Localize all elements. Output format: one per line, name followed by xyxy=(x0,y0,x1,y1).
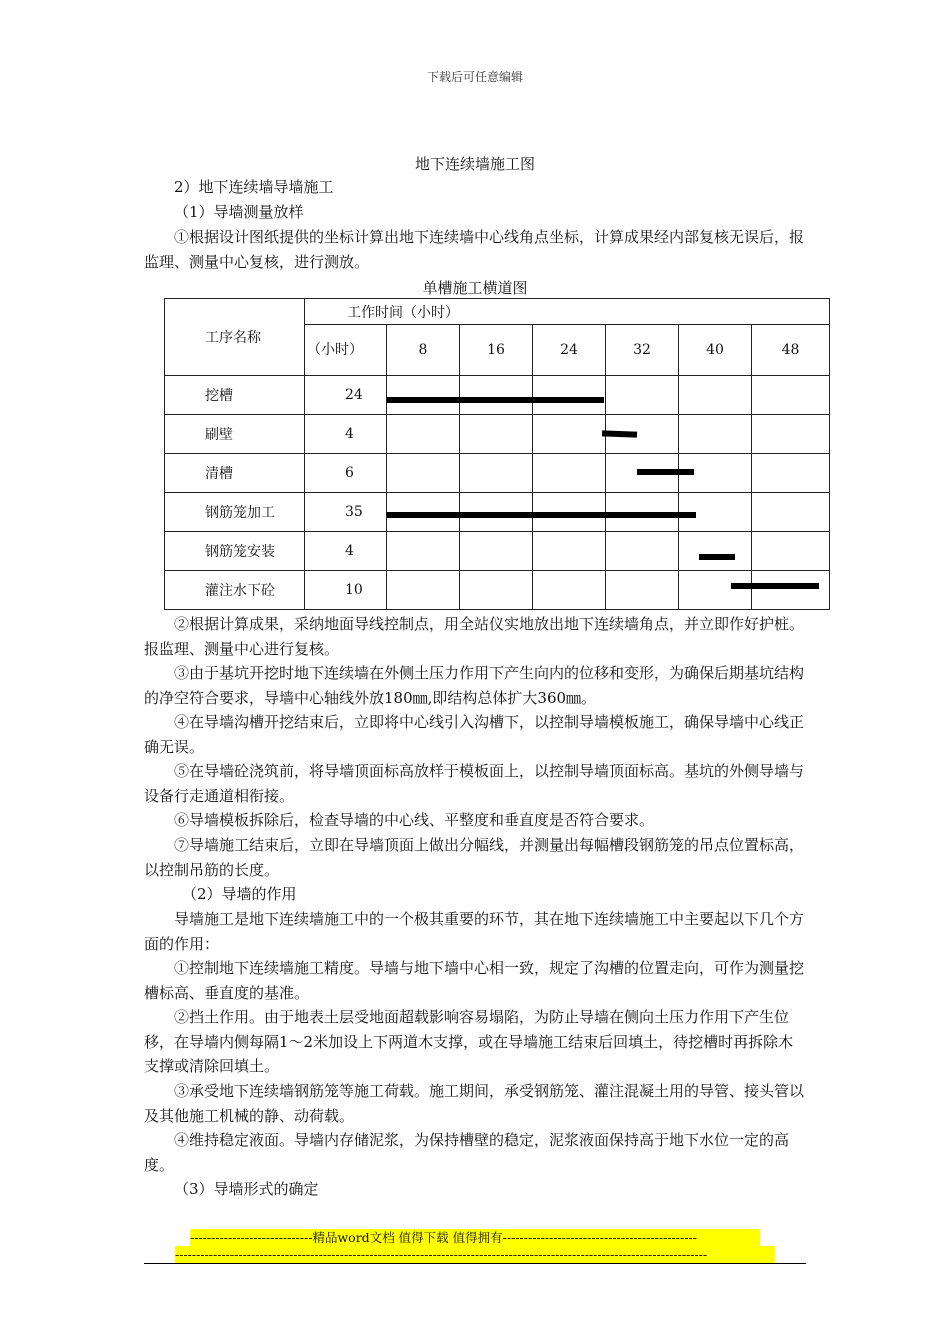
gantt-bar-trench-cleaning xyxy=(637,469,694,475)
footer-banner-line-2: ------------------------------------------------------------------------------------------------------------------------------ xyxy=(175,1246,775,1263)
subsection-heading-3: （3）导墙形式的确定 xyxy=(174,1180,319,1198)
paragraph-5: ⑤在导墙砼浇筑前，将导墙顶面标高放样于模板面上，以控制导墙顶面标高。基坑的外侧导墙与设备行走通道相衔接。 xyxy=(144,762,805,805)
tick-label: 48 xyxy=(752,325,830,376)
paragraph-9: ①控制地下连续墙施工精度。导墙与地下墙中心相一致，规定了沟槽的位置走向，可作为测量挖槽标高、垂直度的基准。 xyxy=(144,959,805,1002)
figure-title: 地下连续墙施工图 xyxy=(414,155,535,173)
table-row xyxy=(165,415,830,454)
gantt-bar-cage-installation xyxy=(699,554,735,560)
process-hours: 24 xyxy=(305,376,387,415)
footer-banner-line-1: -----------------------------精品word文档 值得下载 值得拥有---------------------------------------------- xyxy=(190,1229,760,1246)
table-row xyxy=(165,454,830,493)
process-name: 刷壁 xyxy=(165,415,305,454)
paragraph-2: ②根据计算成果，采纳地面导线控制点，用全站仪实地放出地下连续墙角点，并立即作好护桩。报监理、测量中心进行复核。 xyxy=(144,615,805,658)
process-name: 钢筋笼安装 xyxy=(165,532,305,571)
paragraph-8: 导墙施工是地下连续墙施工中的一个极其重要的环节，其在地下连续墙施工中主要起以下几个方面的作用： xyxy=(144,910,805,953)
gantt-bar-wall-brushing xyxy=(602,430,637,437)
process-name: 灌注水下砼 xyxy=(165,571,305,610)
process-name: 钢筋笼加工 xyxy=(165,493,305,532)
table-row xyxy=(165,376,830,415)
gantt-bar-cage-fabrication xyxy=(387,512,696,518)
tick-label: 32 xyxy=(606,325,679,376)
paragraph-10: ②挡土作用。由于地表土层受地面超载影响容易塌陷，为防止导墙在侧向土压力作用下产生位移，在导墙内侧每隔1～2米加设上下两道木支撑，或在导墙施工结束后回填土，待挖槽时再拆除木支撑或清除回填土。 xyxy=(144,1008,794,1075)
paragraph-3: ③由于基坑开挖时地下连续墙在外侧土压力作用下产生向内的位移和变形，为确保后期基坑结构的净空符合要求，导墙中心轴线外放180㎜,即结构总体扩大360㎜。 xyxy=(144,664,805,707)
gantt-bar-excavation xyxy=(387,397,604,403)
paragraph-1: ①根据设计图纸提供的坐标计算出地下连续墙中心线角点坐标，计算成果经内部复核无误后，报监理、测量中心复核，进行测放。 xyxy=(144,228,805,271)
process-hours: 35 xyxy=(305,493,387,532)
process-hours: 6 xyxy=(305,454,387,493)
header-note: 下载后可任意编辑 xyxy=(426,70,523,84)
header-work-time: 工作时间（小时） xyxy=(305,299,830,325)
header-process-name: 工序名称 xyxy=(165,299,305,376)
paragraph-6: ⑥导墙模板拆除后，检查导墙的中心线、平整度和垂直度是否符合要求。 xyxy=(174,811,655,829)
process-hours: 4 xyxy=(305,532,387,571)
process-hours: 10 xyxy=(305,571,387,610)
process-name: 清槽 xyxy=(165,454,305,493)
footer-rule xyxy=(144,1263,806,1264)
paragraph-7: ⑦导墙施工结束后，立即在导墙顶面上做出分幅线，并测量出每幅槽段钢筋笼的吊点位置标高，以控制吊筋的长度。 xyxy=(144,836,805,879)
gantt-bar-concrete-pouring xyxy=(731,583,819,589)
paragraph-12: ④维持稳定液面。导墙内存储泥浆，为保持槽壁的稳定，泥浆液面保持高于地下水位一定的高度。 xyxy=(144,1131,790,1174)
tick-label: 16 xyxy=(460,325,533,376)
gantt-table xyxy=(164,298,830,610)
header-hour-unit: （小时） xyxy=(305,325,387,376)
process-name: 挖槽 xyxy=(165,376,305,415)
table-row xyxy=(165,532,830,571)
subsection-heading-2: （2）导墙的作用 xyxy=(182,885,297,903)
tick-label: 40 xyxy=(679,325,752,376)
tick-label: 24 xyxy=(533,325,606,376)
process-hours: 4 xyxy=(305,415,387,454)
subsection-heading-1: （1）导墙测量放样 xyxy=(174,203,304,221)
tick-label: 8 xyxy=(387,325,460,376)
paragraph-4: ④在导墙沟槽开挖结束后，立即将中心线引入沟槽下，以控制导墙模板施工，确保导墙中心线正确无误。 xyxy=(144,713,805,756)
paragraph-11: ③承受地下连续墙钢筋笼等施工荷载。施工期间，承受钢筋笼、灌注混凝土用的导管、接头管以及其他施工机械的静、动荷载。 xyxy=(144,1082,805,1125)
section-heading-2: 2）地下连续墙导墙施工 xyxy=(174,178,334,196)
table-row xyxy=(165,571,830,610)
table-caption: 单槽施工横道图 xyxy=(422,279,528,297)
